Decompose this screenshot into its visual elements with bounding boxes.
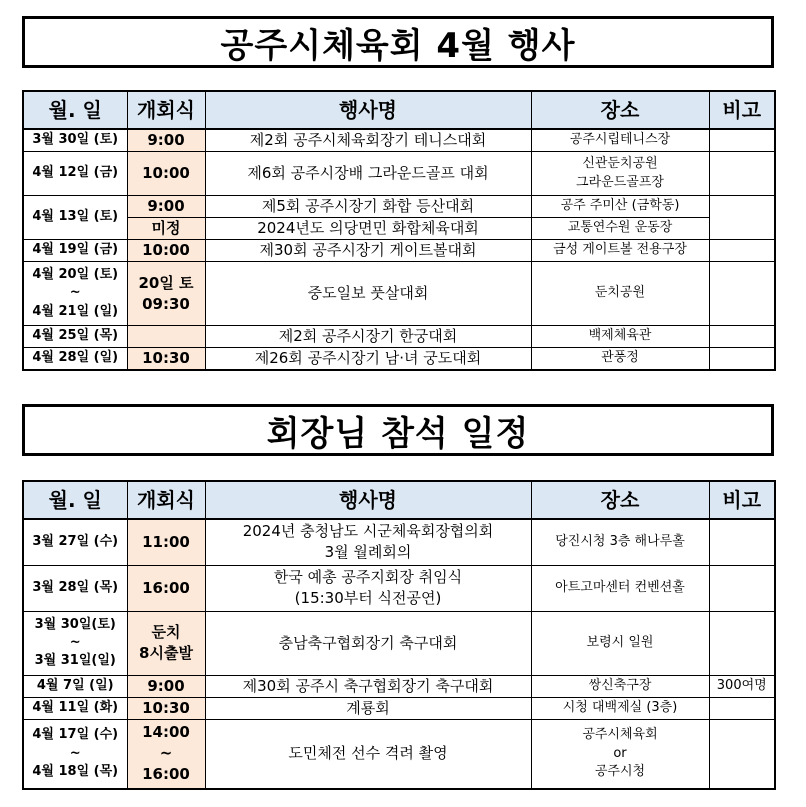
row-place: 아트고마센터 컨벤션홀 [531,565,709,611]
time-line: 16:00 [142,765,190,784]
table-row [23,565,775,611]
table-row [23,326,775,348]
row-time: 9:00 [127,129,205,152]
table-row [23,348,775,371]
header-date: 월. 일 [23,481,127,519]
row-time: 미정 [127,218,205,240]
table-row [23,152,775,196]
row-note [709,719,775,789]
row-time [127,262,205,326]
row-time [127,719,205,789]
row-event: 제26회 공주시장기 남·녀 궁도대회 [205,348,531,371]
table-row [23,262,775,326]
place-line: 그라운드골프장 [576,174,664,190]
row-note [709,697,775,719]
header-place: 장소 [531,91,709,129]
event-line: 2024년 충청남도 시군체육회장협의회 [242,522,494,541]
row-event: 제2회 공주시체육회장기 테니스대회 [205,129,531,152]
table-row [23,675,775,697]
header-time: 개회식 [127,91,205,129]
table-row [23,697,775,719]
row-date [23,719,127,789]
header-date: 월. 일 [23,91,127,129]
date-line: 4월 18일 (목) [32,763,119,779]
schedule-table [22,480,776,790]
time-line: 20일 토 [138,273,194,292]
row-date: 4월 28일 (일) [23,348,127,371]
row-event: 도민체전 선수 격려 촬영 [205,719,531,789]
date-line: 3월 31일(일) [34,653,116,669]
row-event: 중도일보 풋살대회 [205,262,531,326]
row-date: 4월 11일 (화) [23,697,127,719]
row-note: 300여명 [709,675,775,697]
row-time [127,326,205,348]
row-time: 9:00 [127,675,205,697]
row-date: 4월 19일 (금) [23,240,127,262]
row-place: 당진시청 3층 해나루홀 [531,519,709,565]
row-event: 충남축구협회장기 축구대회 [205,611,531,675]
row-place: 교통연수원 운동장 [531,218,709,240]
table-row [23,240,775,262]
header-note: 비고 [709,91,775,129]
place-line: or [613,745,627,761]
row-date: 4월 13일 (토) [23,196,127,240]
row-note [709,129,775,152]
row-time: 10:30 [127,697,205,719]
row-note [709,565,775,611]
row-event: 제2회 공주시장기 한궁대회 [205,326,531,348]
row-date: 3월 28일 (목) [23,565,127,611]
table-row [23,719,775,789]
row-time: 11:00 [127,519,205,565]
row-time: 10:00 [127,240,205,262]
time-line: 14:00 [142,723,190,742]
row-place: 공주 주미산 (금학동) [531,196,709,218]
date-line: 4월 21일 (일) [32,303,119,319]
row-event: 제30회 공주시장기 게이트볼대회 [205,240,531,262]
table-header-row [23,481,775,519]
table-row [23,129,775,152]
table-row [23,519,775,565]
row-place: 시청 대백제실 (3층) [531,697,709,719]
table-row [23,218,775,240]
row-note [709,348,775,371]
row-date: 4월 12일 (금) [23,152,127,196]
event-line: 한국 예총 공주지회장 취임식 [273,568,463,586]
row-time: 16:00 [127,565,205,611]
row-date [23,611,127,675]
row-time: 10:30 [127,348,205,371]
row-note [709,519,775,565]
table-row [23,611,775,675]
time-line: 둔치 [151,623,181,641]
row-date: 4월 7일 (일) [23,675,127,697]
row-note [709,196,775,240]
row-date [23,262,127,326]
date-line: ~ [69,745,81,761]
row-event: 제30회 공주시 축구협회장기 축구대회 [205,675,531,697]
date-line: 4월 20일 (토) [32,267,119,283]
row-place: 공주시립테니스장 [531,129,709,152]
row-place: 둔치공원 [531,262,709,326]
place-line: 공주시청 [594,763,646,779]
event-line: (15:30부터 식전공연) [294,589,442,607]
row-event [205,565,531,611]
date-line: ~ [69,285,81,301]
place-line: 공주시체육회 [582,727,658,743]
row-event [205,519,531,565]
row-note [709,152,775,196]
row-place: 금성 게이트볼 전용구장 [531,240,709,262]
row-date: 3월 30일 (토) [23,129,127,152]
date-line: 3월 30일(토) [34,616,116,632]
header-event: 행사명 [205,481,531,519]
header-event: 행사명 [205,91,531,129]
header-time: 개회식 [127,481,205,519]
section2-title: 회장님 참석 일정 [22,404,774,456]
row-note [709,611,775,675]
row-note [709,262,775,326]
row-date: 4월 25일 (목) [23,326,127,348]
row-time: 10:00 [127,152,205,196]
date-line: 4월 17일 (수) [32,727,119,743]
section1-title: 공주시체육회 4월 행사 [22,16,774,68]
row-place: 백제체육관 [531,326,709,348]
table-row [23,196,775,218]
time-line: 8시출발 [139,644,193,662]
table-header-row [23,91,775,129]
event-line: 3월 월례회의 [324,543,412,562]
row-event: 2024년도 의당면민 화합체육대회 [205,218,531,240]
row-place [531,152,709,196]
time-line: 09:30 [142,294,190,313]
row-note [709,240,775,262]
row-time [127,611,205,675]
events-table [22,90,776,371]
time-line: ~ [159,744,173,763]
row-note [709,326,775,348]
row-event: 제5회 공주시장기 화합 등산대회 [205,196,531,218]
row-place: 보령시 일원 [531,611,709,675]
place-line: 신관둔치공원 [582,156,658,172]
row-time: 9:00 [127,196,205,218]
row-event: 계룡회 [205,697,531,719]
header-note: 비고 [709,481,775,519]
date-line: ~ [69,634,81,650]
row-place: 관풍정 [531,348,709,371]
row-event: 제6회 공주시장배 그라운드골프 대회 [205,152,531,196]
header-place: 장소 [531,481,709,519]
row-date: 3월 27일 (수) [23,519,127,565]
row-place [531,719,709,789]
row-place: 쌍신축구장 [531,675,709,697]
